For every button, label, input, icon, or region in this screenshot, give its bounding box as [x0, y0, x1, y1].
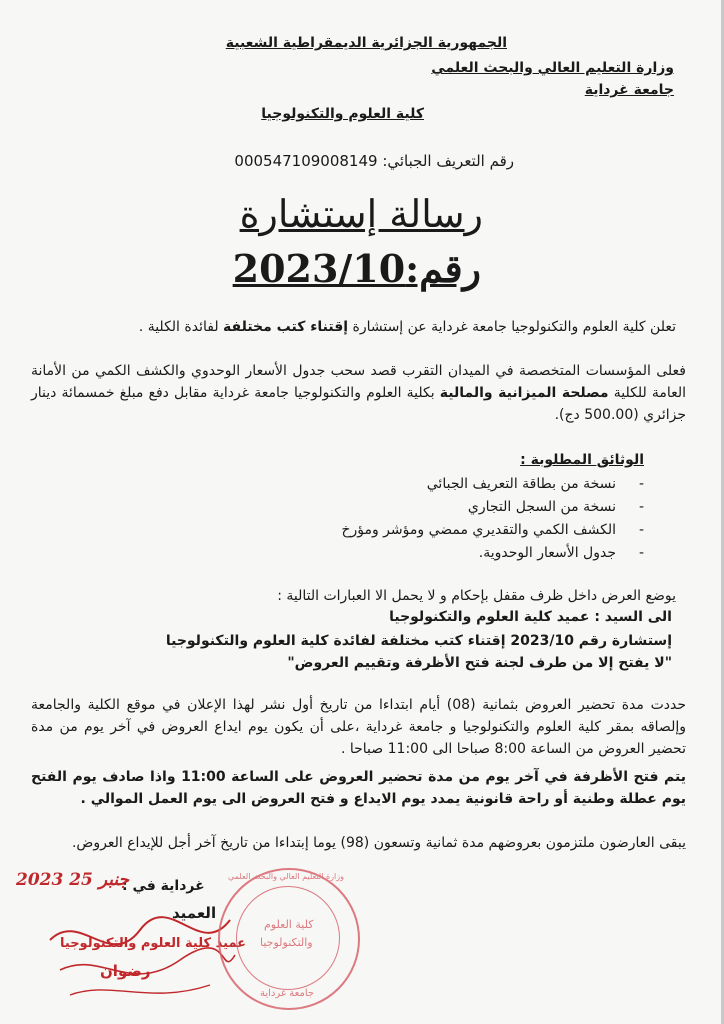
faculty-header: كلية العلوم والتكنولوجيا: [261, 106, 424, 122]
validity-paragraph: يبقى العارضون ملتزمون بعروضهم مدة ثمانية وتسعون (98) يوما إبتداءا من تاريخ آخر أجل للإيداع العروض.: [71, 835, 686, 851]
envelope-to: الى السيد : عميد كلية العلوم والتكنولوجيا: [389, 609, 672, 625]
documents-list: [341, 473, 644, 565]
intro-bold: إقتناء كتب مختلفة: [223, 319, 349, 335]
list-item: - نسخة من بطاقة التعريف الجبائي: [341, 473, 644, 496]
stamp-outer-text: وزارة التعليم العالي والبحث العلمي: [228, 872, 344, 881]
envelope-warning: "لا يفتح إلا من طرف لجنة فتح الأظرفة وتقييم العروض": [287, 655, 672, 671]
signer-name: رضوان: [100, 962, 151, 980]
opening-paragraph: يتم فتح الأظرفة في آخر يوم من مدة تحضير العروض على الساعة 11:00 واذا صادف يوم الفتح يوم عطلة وطنية أو راحة قانونية يمدد يوم الايداع و فتح العروض الى يوم العمل الموالي .: [31, 769, 686, 807]
place-label: غرداية في :: [122, 878, 205, 894]
intro-pre: تعلن كلية العلوم والتكنولوجيا جامعة غرداية عن إستشارة: [348, 319, 676, 335]
invitation-paragraph: [31, 360, 686, 426]
consultation-number: رقم:2023/10: [232, 246, 481, 291]
envelope-subject: إستشارة رقم 2023/10 إقتناء كتب مختلفة لفائدة كلية العلوم والتكنولوجيا: [165, 633, 672, 649]
invite-post: بكلية العلوم والتكنولوجيا جامعة غرداية مقابل دفع مبلغ خمسمائة دينار جزائري (500.00 دج).: [31, 385, 686, 423]
envelope-intro: يوضع العرض داخل ظرف مقفل بإحكام و لا يحمل الا العبارات التالية :: [277, 588, 676, 604]
republic-header: الجمهورية الجزائرية الديمقراطية الشعبية: [225, 35, 507, 51]
stamp-inner-line2: والتكنولوجيا: [260, 936, 313, 949]
official-stamp: [218, 868, 360, 1010]
documents-heading: الوثائق المطلوبة :: [520, 452, 644, 468]
intro-paragraph: [139, 316, 676, 338]
list-item: - نسخة من السجل التجاري: [341, 496, 644, 519]
stamp-bottom-text: جامعة غرداية: [260, 988, 315, 999]
list-item: - الكشف الكمي والتقديري ممضي ومؤشر ومؤرخ: [341, 519, 644, 542]
invite-bold: مصلحة الميزانية والمالية: [439, 385, 609, 401]
ministry-header: وزارة التعليم العالي والبحث العلمي: [431, 60, 674, 76]
invite-pre: فعلى المؤسسات المتخصصة في الميدان التقرب قصد سحب جدول الأسعار الوحدوي والكشف الكمي من الأمانة العامة للكلية: [31, 363, 687, 401]
university-header: جامعة غرداية: [584, 82, 674, 98]
dean-label: العميد: [172, 904, 217, 922]
handwritten-date: 2023 25 جنبر: [16, 870, 129, 890]
intro-post: لفائدة الكلية .: [138, 319, 224, 335]
signer-role: عميد كلية العلوم والتكنولوجيا: [60, 936, 247, 951]
stamp-inner-line1: كلية العلوم: [264, 918, 314, 931]
document-title: رسالة إستشارة: [239, 192, 483, 236]
deadline-paragraph: حددت مدة تحضير العروض بثمانية (08) أيام ابتداءا من تاريخ أول نشر لهذا الإعلان في موقع الكلية والجامعة وإلصاقه بمقر كلية العلوم والتكنولوجيا و جامعة غرداية ،على أن يكون يوم ايداع العروض في آخر يوم من مدة تحضير العروض من الساعة 8:00 صباحا الى 11:00 صباحا .: [31, 697, 686, 757]
signature-scribble: [40, 900, 240, 1010]
list-item: - جدول الأسعار الوحدوية.: [341, 542, 644, 565]
tax-id: رقم التعريف الجبائي: 000547109008149: [234, 152, 514, 170]
